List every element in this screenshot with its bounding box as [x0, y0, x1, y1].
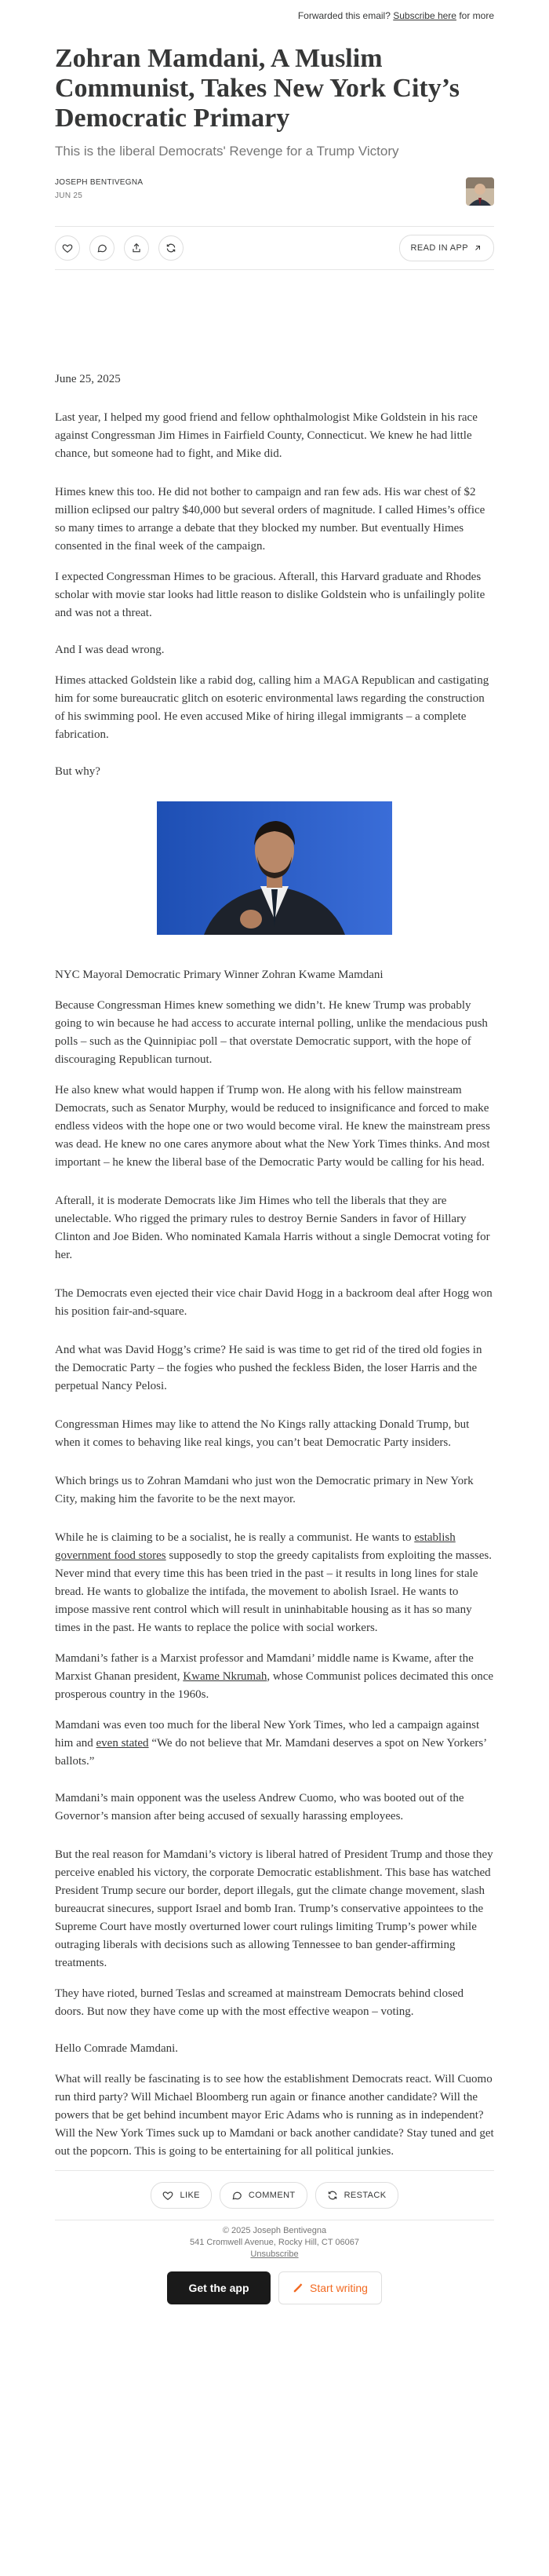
restack-button[interactable] — [158, 235, 184, 261]
image-caption: NYC Mayoral Democratic Primary Winner Zohran Kwame Mamdani — [55, 969, 384, 981]
paragraph: They have rioted, burned Teslas and screamed at mainstream Democrats behind closed doors. But now they have come up with the most effective weapon – voting. — [55, 1987, 464, 2018]
paragraph: Mamdani’s main opponent was the useless Andrew Cuomo, who was booted out of the Governor’s mansion after being accused of sexually harassing employees. — [55, 1792, 464, 1823]
paragraph: What will really be fascinating is to see how the establishment Democrats react. Will Cuomo run third party? Will Michael Bloomberg run again or finance another candidate? Will the powers that be get behind incumbent mayor Eric Adams who is running as in independent? Will the New York Times suck up to Mamdani or back another candidate? Stay tuned and get out the popcorn. This is going to be entertaining for all political junkies. — [55, 2073, 494, 2158]
forward-notice — [55, 0, 494, 20]
paragraph: He also knew what would happen if Trump won. He along with his fellow mainstream Democrats, such as Senator Murphy, would be reduced to insignificance and forced to make endless videos with the hope one or two would become viral. He knew the mainstream press was dead. He knew no one cares anymore about what the New York Times thinks. And most important – he knew the liberal base of the Democratic Party would be calling for his head. — [55, 1084, 490, 1169]
read-in-app-button[interactable] — [399, 235, 494, 261]
comment-icon — [96, 243, 107, 254]
restack-icon — [327, 2190, 338, 2201]
paragraph: Which brings us to Zohran Mamdani who just won the Democratic primary in New York City, making him the favorite to be the next mayor. — [55, 1475, 474, 1505]
paragraph: Congressman Himes may like to attend the No Kings rally attacking Donald Trump, but when it comes to behaving like real kings, you can’t beat Democratic Party insiders. — [55, 1418, 470, 1449]
email-container — [55, 0, 494, 2304]
paragraph: Last year, I helped my good friend and fellow ophthalmologist Mike Goldstein in his race against Congressman Jim Himes in Fairfield County, Connecticut. We knew he had little chance, but someone had to fight, and Mike did. — [55, 411, 478, 460]
footer-actions — [55, 2182, 494, 2209]
text-segment: While he is claiming to be a socialist, he is really a communist. He wants to — [55, 1531, 415, 1544]
arrow-up-right-icon — [473, 243, 482, 253]
restack-label: RESTACK — [344, 2191, 387, 2200]
text-segment: Mamdani was even too much for the liberal New York Times, who led a campaign against him and — [55, 1719, 480, 1750]
paragraph: And I was dead wrong. — [55, 644, 165, 656]
comment-label: COMMENT — [248, 2191, 296, 2200]
divider — [55, 2170, 494, 2171]
dateline: June 25, 2025 — [55, 373, 121, 385]
article-body — [55, 370, 494, 2161]
text-segment: Mamdani’s father is a Marxist professor and Mamdani’ middle name is Kwame, after the Marxist Ghanan president, — [55, 1652, 474, 1683]
paragraph: But the real reason for Mamdani’s victory is liberal hatred of President Trump and those they perceive enabled his victory, the corporate Democratic establishment. This base has watched President Trump secure our border, deport illegals, gut the climate change movement, slash bureaucrat sinecures, support Israel and bomb Iran. Trump’s conservative appointees to the Supreme Court have mostly overturned lower court rulings limiting Trump’s power while outraging liberals with decisions such as allowing Tennessee to ban gender-affirming treatments. — [55, 1848, 493, 1969]
cta-row — [55, 2271, 494, 2304]
heart-icon — [62, 243, 73, 254]
heart-icon — [162, 2190, 173, 2201]
paragraph: Himes knew this too. He did not bother to campaign and ran few ads. His war chest of $2 million eclipsed our paltry $40,000 but several orders of magnitude. I called Himes’s office so many times to arrange a debate that they blocked my number. But eventually Himes consented in the final week of the campaign. — [55, 486, 485, 553]
author-name[interactable]: JOSEPH BENTIVEGNA — [55, 178, 144, 187]
even-stated-link[interactable]: even stated — [96, 1737, 149, 1750]
forward-suffix: for more — [459, 10, 494, 21]
paragraph — [55, 1529, 494, 1637]
comment-button[interactable] — [89, 235, 115, 261]
post-title[interactable]: Zohran Mamdani, A Muslim Communist, Takes New York City’s Democratic Primary — [55, 44, 460, 133]
paragraph — [55, 1650, 494, 1704]
text-segment: supposedly to stop the greedy capitalists from exploiting the masses. Never mind that every time this has been tried in the past – it results in long lines for stale bread. He wants to globalize the intifada, the movement to abolish Israel. He wants to impose massive rent control which will result in uninhabitable housing as it has so many times in the past. He wants to replace the police with social workers. — [55, 1549, 492, 1634]
share-button[interactable] — [124, 235, 149, 261]
post-date: JUN 25 — [55, 192, 83, 200]
hero-image[interactable] — [55, 801, 494, 935]
post-actions-bar — [55, 226, 494, 270]
unsubscribe-link[interactable]: Unsubscribe — [250, 2249, 299, 2259]
post-subtitle: This is the liberal Democrats' Revenge for a Trump Victory — [55, 144, 399, 159]
paragraph: But why? — [55, 765, 100, 778]
paragraph: I expected Congressman Himes to be gracious. Afterall, this Harvard graduate and Rhodes scholar with movie star looks had little reason to dislike Goldstein who is unfailingly polite and was not a threat. — [55, 571, 485, 619]
text-segment: , whose Communist polices decimated this once prosperous country in the 1960s. — [55, 1670, 494, 1701]
get-app-button[interactable]: Get the app — [167, 2271, 271, 2304]
byline — [55, 177, 494, 206]
comment-icon — [231, 2190, 242, 2201]
paragraph: The Democrats even ejected their vice chair David Hogg in a backroom deal after Hogg won his position fair-and-square. — [55, 1287, 493, 1318]
footer-like-button[interactable] — [151, 2182, 211, 2209]
nkrumah-link[interactable]: Kwame Nkrumah — [183, 1670, 267, 1683]
forward-prefix: Forwarded this email? — [297, 10, 391, 21]
share-icon — [131, 243, 142, 254]
like-button[interactable] — [55, 235, 80, 261]
paragraph: Hello Comrade Mamdani. — [55, 2042, 179, 2055]
restack-icon — [165, 243, 176, 254]
read-in-app-label: READ IN APP — [410, 243, 468, 253]
subscribe-link[interactable]: Subscribe here — [393, 10, 456, 21]
start-writing-label: Start writing — [310, 2282, 368, 2294]
text-segment: “We do not believe that Mr. Mamdani deserves a spot on New Yorkers’ ballots.” — [55, 1737, 487, 1768]
paragraph: And what was David Hogg’s crime? He said is was time to get rid of the tired old fogies in the Democratic Party – the fogies who pushed the feckless Biden, the loser Harris and the perpetual Nancy Pelosi. — [55, 1344, 482, 1392]
copyright: © 2025 Joseph Bentivegna — [222, 2226, 327, 2235]
avatar[interactable] — [466, 177, 494, 206]
paragraph: Afterall, it is moderate Democrats like Jim Himes who tell the liberals that they are unelectable. Who rigged the primary rules to destroy Bernie Sanders in favor of Hillary Clinton and Joe Biden. Who nominated Kamala Harris without a single Democrat voting for her. — [55, 1195, 490, 1261]
footer-comment-button[interactable] — [220, 2182, 307, 2209]
food-stores-link[interactable]: establish government food stores — [55, 1531, 456, 1562]
footer-restack-button[interactable] — [315, 2182, 398, 2209]
address: 541 Cromwell Avenue, Rocky Hill, CT 06067 — [189, 2238, 360, 2247]
paragraph: Himes attacked Goldstein like a rabid dog, calling him a MAGA Republican and castigating him for some bureaucratic glitch on esoteric environmental laws regarding the construction of his swimming pool. He even accused Mike of hiring illegal immigrants – a complete fabrication. — [55, 674, 489, 741]
start-writing-button[interactable] — [278, 2271, 382, 2304]
pen-icon — [293, 2282, 304, 2293]
paragraph — [55, 1717, 494, 1771]
like-label: LIKE — [180, 2191, 200, 2200]
paragraph: Because Congressman Himes knew something we didn’t. He knew Trump was probably going to win because he had access to accurate internal polling, unlike the mendacious push polls – such as the Quinnipiac poll – that overstate Democratic support, with the hope of discouraging Republican turnout. — [55, 999, 488, 1066]
